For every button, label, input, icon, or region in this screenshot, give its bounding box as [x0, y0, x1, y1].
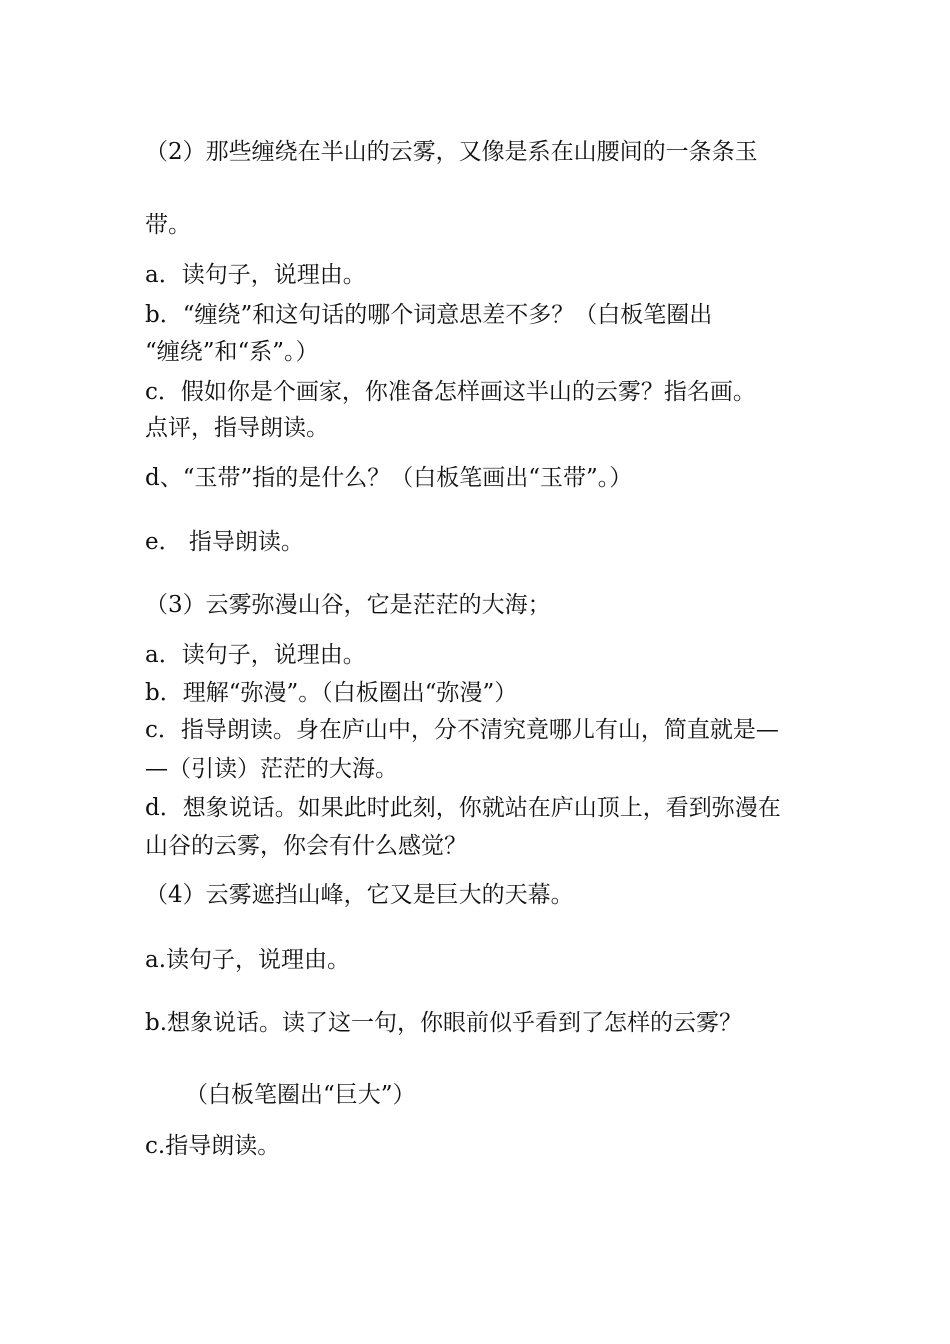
item-2-step-e: e． 指导朗读。 — [145, 529, 304, 555]
item-3-sentence: （3）云雾弥漫山谷，它是茫茫的大海； — [145, 592, 551, 618]
item-3-step-c-line2: —（引读）茫茫的大海。 — [145, 756, 398, 782]
item-4-sentence: （4）云雾遮挡山峰，它又是巨大的天幕。 — [145, 882, 574, 908]
item-4-step-b: b.想象说话。读了这一句，你眼前似乎看到了怎样的云雾？ — [145, 1010, 743, 1036]
item-2-step-b-line2: “缠绕”和“系”。） — [145, 339, 319, 365]
item-2-step-b-line1: b．“缠绕”和这句话的哪个词意思差不多？（白板笔圈出 — [145, 302, 713, 328]
item-3-step-b: b．理解“弥漫”。（白板圈出“弥漫”） — [145, 680, 518, 706]
item-2-sentence-line1: （2）那些缠绕在半山的云雾，又像是系在山腰间的一条条玉 — [145, 139, 758, 165]
item-3-step-a: a．读句子，说理由。 — [145, 642, 366, 668]
item-4-step-a: a.读句子，说理由。 — [145, 947, 351, 973]
item-2-sentence-line2: 带。 — [145, 212, 191, 238]
item-3-step-d-line1: d．想象说话。如果此时此刻，你就站在庐山顶上，看到弥漫在 — [145, 795, 781, 821]
item-4-step-b-note: （白板笔圈出“巨大”） — [185, 1082, 416, 1108]
item-3-step-c-line1: c．指导朗读。身在庐山中，分不清究竟哪儿有山，简直就是— — [145, 717, 779, 743]
item-4-step-c: c.指导朗读。 — [145, 1133, 281, 1159]
item-3-step-d-line2: 山谷的云雾，你会有什么感觉？ — [145, 833, 467, 859]
item-2-step-d: d、“玉带”指的是什么？（白板笔画出“玉带”。） — [145, 465, 633, 491]
item-2-step-c-line1: c．假如你是个画家，你准备怎样画这半山的云雾？指名画。 — [145, 379, 756, 405]
item-2-step-c-line2: 点评，指导朗读。 — [145, 415, 329, 441]
item-2-step-a: a．读句子，说理由。 — [145, 262, 366, 288]
